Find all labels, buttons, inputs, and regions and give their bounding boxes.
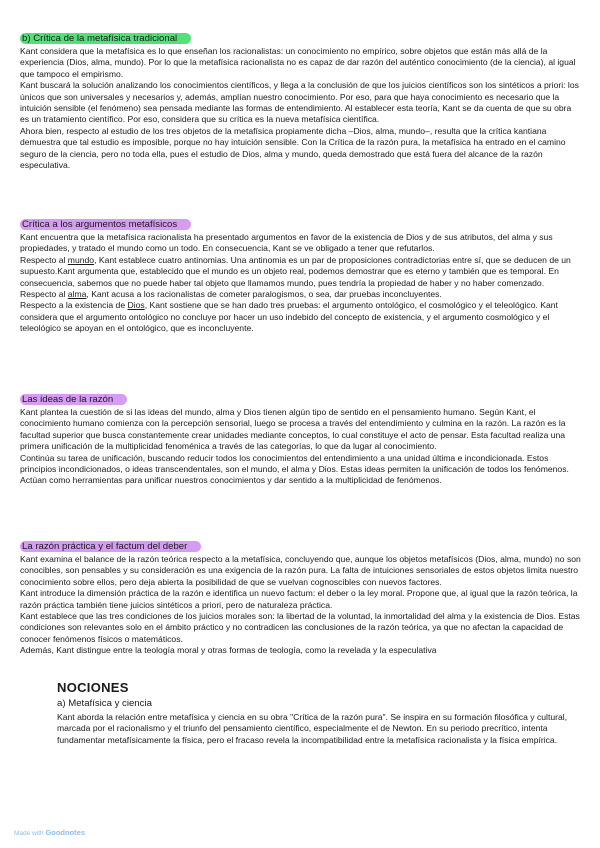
paragraph: Kant buscará la solución analizando los conocimientos científicos, y llega a la conclusión de que los juicios científicos son los sintéticos a priori: los únicos que son universales y necesarios y, además, amplían nuestro conocimiento. Por eso, para que haya conocimiento es necesario que la intuición sensible (el fenómeno) sea pensada mediante las formas de entendimiento. Al establecer esta teoría, Kant se da cuenta de que su obra es un tratamiento científico. Por eso, considera que su crítica es la nueva metafísica científica.	[20, 80, 579, 125]
underlined-term: Dios	[127, 300, 145, 311]
paragraph: Kant examina el balance de la razón teórica respecto a la metafísica, concluyendo que, aunque los objetos metafísicos (Dios, alma, mundo) no son conocibles, son pensables y su consideración es una exigencia de la razón pura. La falta de intuiciones sensoriales de estos objetos limita nuestro conocimiento sobre ellos, pero deja abierta la posibilidad de que se vuelvan cognoscibles con nuevos factores.	[20, 554, 581, 587]
paragraph: Kant establece que las tres condiciones de los juicios morales son: la libertad de la voluntad, la inmortalidad del alma y la existencia de Dios. Estas condiciones son relevantes solo en el ámbito práctico y no contradicen las conclusiones de la razón teórica, ya que no afectan la capacidad de conocer fenómenos físicos o matemáticos.	[20, 611, 580, 644]
paragraph: Kant encuentra que la metafísica racionalista ha presentado argumentos en favor de la existencia de Dios y de sus atributos, del alma y sus propiedades, y tratado el mundo como un todo. En consecuencia, Kant se ve obligado a tener que refutarlos.	[20, 232, 553, 254]
nociones-subtitle: a) Metafísica y ciencia	[57, 698, 152, 709]
paragraph: Kant considera que la metafísica es lo que enseñan los racionalistas: un conocimiento no empírico, sobre objetos que están más allá de la experiencia (Dios, alma, mundo). Por lo que la metafísica racionalista no es capaz de dar razón del auténtico conocimiento (de la ciencia), al igual que tampoco el empirismo.	[20, 46, 576, 79]
paragraph: Kant plantea la cuestión de si las ideas del mundo, alma y Dios tienen algún tipo de sentido en el pensamiento humano. Según Kant, el conocimiento humano comienza con la percepción sensorial, luego se procesa a través del entendimiento y culmina en la razón. La razón es la facultad superior que busca constantemente crear unidades mediante conceptos, lo cual constituye el acto de pensar. Esta facultad realiza una primera unificación de la multiplicidad fenoménica a través de las categorías, lo que da lugar al conocimiento.	[20, 407, 566, 452]
section-critica-argumentos	[20, 214, 582, 335]
nociones-title: NOCIONES	[57, 680, 129, 695]
text-run: , Kant sostiene que se han dado tres pruebas: el argumento ontológico, el cosmológico y el teleológico. Kant considera que el argumento ontológico no concluye por hacer un uso indebido del concepto de existencia, y el argumento cosmológico y el teleológico se apoyan en el ontológico, que es inconcluyente.	[20, 300, 558, 334]
text-run: Respecto a la existencia de	[20, 300, 128, 311]
section-razon-practica	[20, 536, 582, 657]
watermark-brand: Goodnotes	[45, 828, 86, 837]
watermark-prefix: Made with	[14, 830, 44, 837]
paragraph	[20, 300, 582, 334]
text-run: Respecto al	[20, 289, 68, 300]
text-run: , Kant acusa a los racionalistas de cometer paralogismos, o sea, dar pruebas inconcluyentes.	[86, 289, 442, 300]
section-heading: Crítica a los argumentos metafísicos	[20, 219, 191, 230]
nociones-body	[57, 712, 577, 746]
section-ideas-razon	[20, 389, 582, 487]
section-heading: Las ideas de la razón	[20, 394, 127, 405]
goodnotes-watermark	[14, 828, 85, 837]
paragraph: Kant aborda la relación entre metafísica y ciencia en su obra "Crítica de la razón pura". Se inspira en su formación filosófica y cultural, marcada por el racionalismo y el triunfo del pensamiento científico, especialmente el de Newton. En su periodo precrítico, intenta fundamentar metafísicamente la física, pero el fracaso revela la incompatibilidad entre la metafísica racionalista y la física empírica.	[57, 712, 568, 745]
paragraph: Ahora bien, respecto al estudio de los tres objetos de la metafísica propiamente dicha –Dios, alma, mundo–, resulta que la crítica kantiana demuestra que tal estudio es imposible, porque no hay intuición sensible. Con la Crítica de la razón pura, la metafísica ha entrado en el camino seguro de la ciencia, pero no toda ella, pues el estudio de Dios, alma y mundo, queda demostrado que está fuera del alcance de la razón especulativa.	[20, 125, 566, 171]
underlined-term: alma	[67, 289, 87, 300]
paragraph: Continúa su tarea de unificación, buscando reducir todos los conocimientos del entendimiento a una unidad última e incondicionada. Estos principios incondicionados, o ideas transcendentales, son el mundo, el alma y Dios. Estas ideas permiten la unificación de todos los fenómenos. Actúan como herramientas para unificar nuestros conocimientos y dar sentido a la multiplicidad de fenómenos.	[20, 452, 569, 486]
paragraph	[20, 255, 582, 289]
section-critica-metafisica	[20, 28, 582, 171]
paragraph	[20, 289, 582, 300]
paragraph: Además, Kant distingue entre la teología moral y otras formas de teología, como la revelada y la especulativa	[20, 645, 437, 656]
section-heading: La razón práctica y el factum del deber	[20, 541, 201, 552]
paragraph: Kant introduce la dimensión práctica de la razón e identifica un nuevo factum: el deber o la ley moral. Propone que, al igual que la razón teórica, la razón práctica también tiene juicios sintéticos a priori, pero de naturaleza práctica.	[20, 588, 578, 610]
underlined-term: mundo	[67, 254, 95, 265]
text-run: , Kant establece cuatro antinomias. Una antinomia es un par de proposiciones contradictorias entre sí, que se deducen de un supuesto.Kant argumenta que, establecido que el mundo es un objeto real, podemos demostrar que es eterno y también que es temporal. En consecuencia, sabemos que no puede haber tal objeto que llamamos mundo, pues tendría la propiedad de haber y no haber comenzado.	[20, 254, 571, 288]
text-run: Respecto al	[20, 254, 68, 265]
section-heading: b) Crítica de la metafísica tradicional	[20, 33, 191, 44]
